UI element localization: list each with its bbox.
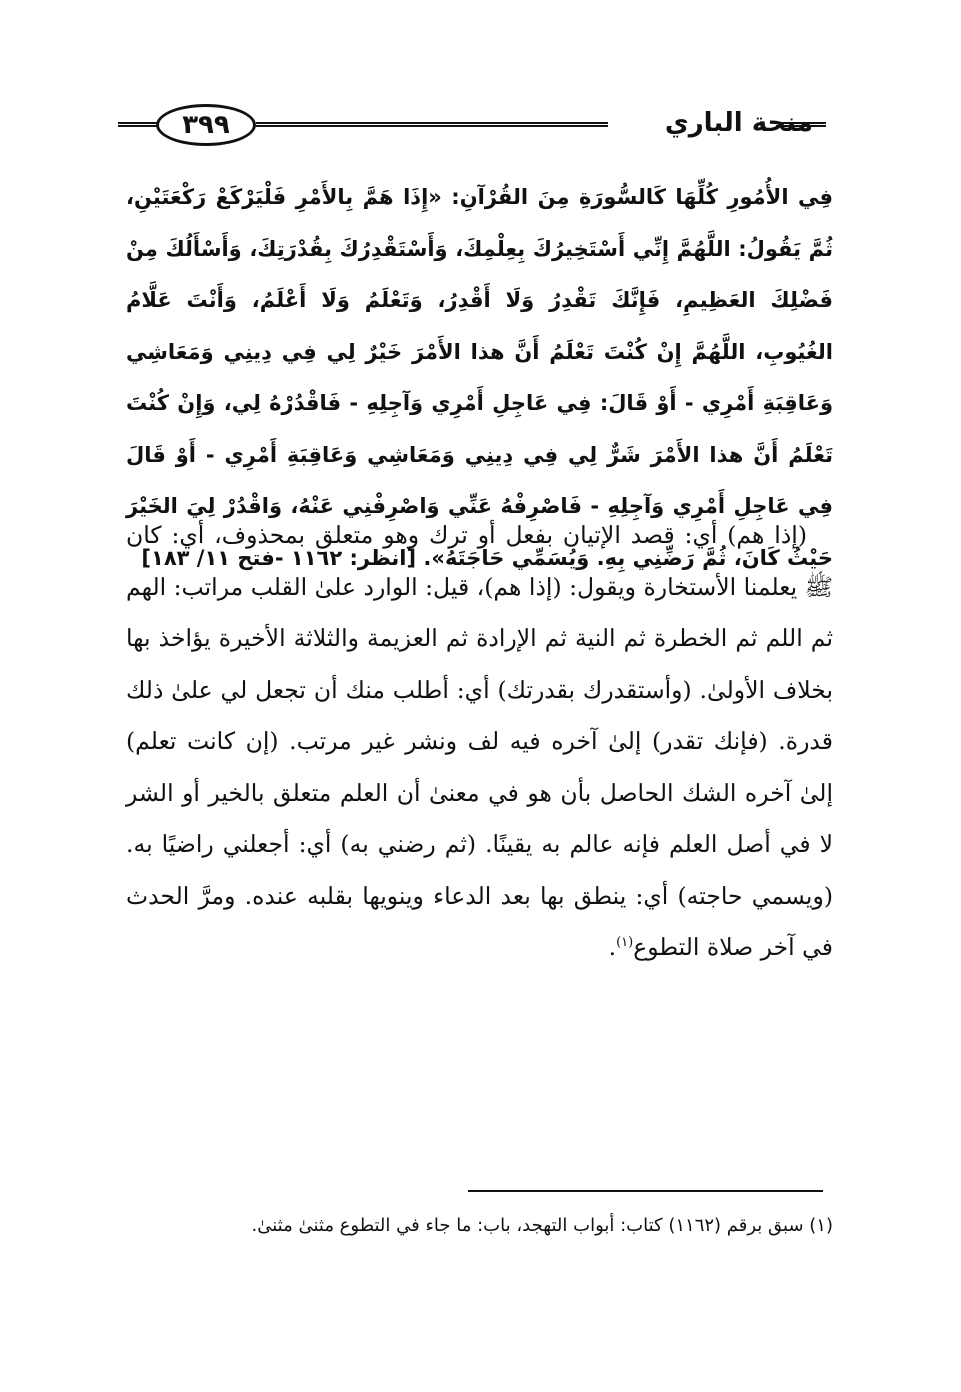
footnote-separator [468,1190,823,1192]
header-rule-left [118,122,158,127]
page-number: ٣٩٩ [182,110,230,140]
commentary-paragraph [126,510,833,974]
page-number-badge [156,104,256,146]
commentary-text: (إذا هم) أي: قصد الإتيان بفعل أو ترك وهو متعلق بمحذوف، أي: كان ﷺ يعلمنا الأستخارة ويقول: (إذا هم)، قيل: الوارد علىٰ القلب مراتب: الهم ثم اللم ثم الخطرة ثم النية ثم الإرادة ثم العزيمة والثلاثة الأخيرة يؤاخذ بها بخلاف الأولىٰ. (وأستقدرك بقدرتك) أي: أطلب منك أن تجعل لي علىٰ ذلك قدرة. (فإنك تقدر) إلىٰ آخره فيه لف ونشر غير مرتب. (إن كانت تعلم) إلىٰ آخره الشك الحاصل بأن هو في معنىٰ أن العلم متعلق بالخير أو الشر لا في أصل العلم فإنه عالم به يقينًا. (ثم رضني به) أي: أجعلني راضيًا به. (ويسمي حاجته) أي: ينطق بها بعد الدعاء وينويها بقلبه عنده. ومرَّ الحدث في آخر صلاة التطوع [126,521,833,961]
header-rule-middle [256,122,608,127]
running-header-title: منحة الباري [664,108,813,138]
hadith-reference: [انظر: ١١٦٢ -فتح ١١/ ١٨٣] [141,545,417,570]
footnote-marker: (١) [616,935,634,951]
hadith-text: فِي الأُمُورِ كُلِّهَا كَالسُّورَةِ مِنَ القُرْآنِ: «إِذَا هَمَّ بِالأَمْرِ فَلْيَرْكَعْ رَكْعَتَيْنِ، ثُمَّ يَقُولُ: اللَّهُمَّ إِنِّي أَسْتَخِيرُكَ بِعِلْمِكَ، وَأَسْتَقْدِرُكَ بِقُدْرَتِكَ، وَأَسْأَلُكَ مِنْ فَضْلِكَ العَظِيمِ، فَإِنَّكَ تَقْدِرُ وَلَا أَقْدِرُ، وَتَعْلَمُ وَلَا أَعْلَمُ، وَأَنْتَ عَلَّامُ الغُيُوبِ، اللَّهُمَّ إِنْ كُنْتَ تَعْلَمُ أَنَّ هذا الأَمْرَ خَيْرٌ لِي فِي دِينِي وَمَعَاشِي وَعَاقِبَةِ أَمْرِي - أَوْ قَالَ: فِي عَاجِلِ أَمْرِي وَآجِلِهِ - فَاقْدُرْهُ لِي، وَإِنْ كُنْتَ تَعْلَمُ أَنَّ هذا الأَمْرَ شَرٌّ لِي فِي دِينِي وَمَعَاشِي وَعَاقِبَةِ أَمْرِي - أَوْ قَالَ فِي عَاجِلِ أَمْرِي وَآجِلِهِ - فَاصْرِفْهُ عَنِّي وَاصْرِفْنِي عَنْهُ، وَاقْدُرْ لِيَ الخَيْرَ حَيْثُ كَانَ، ثُمَّ رَضِّنِي بِهِ. وَيُسَمِّي حَاجَتَهُ». [126,185,833,570]
footnote: (١) سبق برقم (١١٦٢) كتاب: أبواب التهجد، باب: ما جاء في التطوع مثنىٰ مثنىٰ. [251,1215,833,1236]
commentary-end: . [608,933,617,961]
